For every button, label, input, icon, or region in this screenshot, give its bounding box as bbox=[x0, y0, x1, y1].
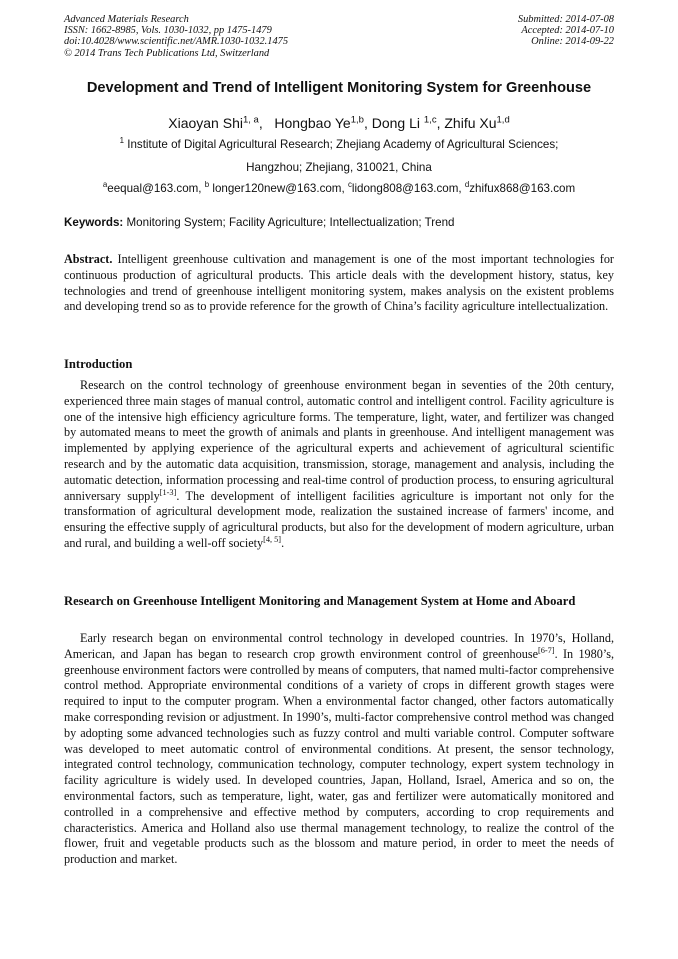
email-sup: d bbox=[464, 180, 470, 190]
email-link: lidong808@163.com, bbox=[351, 182, 462, 195]
journal-doi: doi:10.4028/www.scientific.net/AMR.1030-1032.1475 bbox=[64, 36, 289, 48]
section-heading-research: Research on Greenhouse Intelligent Monitoring and Management System at Home and Aboard bbox=[64, 594, 576, 608]
email-sup: c bbox=[347, 180, 352, 190]
author-name: Hongbao Ye bbox=[274, 115, 351, 131]
research-text-1: Early research began on environmental control technology in developed countries. In 1970’s, Holland, American, and Japan has began to research crop growth environment control of greenhouse bbox=[64, 631, 614, 661]
section-heading-introduction: Introduction bbox=[64, 357, 133, 371]
research-text-2: . In 1980’s, greenhouse environment factors were controlled by means of computers, that named multi-factor comprehensive control method. Appropriate environmental conditions of a variety of crops in different growth stages were required to input to the computer program. When a environmental factor changed, other factors automatically make corresponding revision or adjustment. In 1990’s, multi-factor comprehensive control method was changed by adopting some advanced technologies such as fuzzy control and multi variable control. Computer software was developed to meet automatic control of environmental conditions. At present, the sensor technology, integrated control technology, communication technology, computer technology, expert system technology in facility agriculture is widely used. In developed countries, Japan, Holland, Israel, America and so on, the environmental factors, such as temperature, light, water, gas and fertilizer were automatically monitored and controlled in a comprehensive and effective method by computers, according to crop requirements and characteristics. America and Holland also use thermal management technology, to realize the control of the flower, fruit and vegetable products such as the blossom and mature period, in order to meet the needs of production and market. bbox=[64, 646, 615, 867]
author-name: Xiaoyan Shi bbox=[168, 115, 243, 131]
paper-title: Development and Trend of Intelligent Monitoring System for Greenhouse bbox=[86, 80, 592, 96]
email-sup: b bbox=[204, 180, 210, 190]
citation-ref: [6-7] bbox=[538, 645, 555, 655]
abstract-text: Intelligent greenhouse cultivation and management is one of the most important technologies for continuous production of agricultural products. This article deals with the development history, status, key technologies and trend of greenhouse intelligent monitoring system, makes analysis on the existent problems and developing trend so as to provide reference for the growth of China’s facility agriculture intellectualization. bbox=[64, 252, 614, 314]
intro-text-3: . bbox=[281, 535, 285, 550]
affiliation-line-2: Hangzhou; Zhejiang, 310021, China bbox=[246, 161, 432, 174]
submitted-date: Submitted: 2014-07-08 bbox=[517, 14, 614, 25]
abstract-label: Abstract. bbox=[64, 252, 113, 266]
email-sup: a bbox=[102, 180, 108, 190]
affiliation-line-1 bbox=[40, 138, 638, 151]
journal-header bbox=[64, 14, 288, 59]
intro-text-2: . The development of intelligent facilities agriculture is important not only for the transformation of agricultural development mode, realization the sustained increase of farmers' income, and ensuring the effective supply of agricultural products, but also for the development of modern agriculture, urban and rural, and building a well-off society bbox=[64, 488, 614, 550]
journal-copyright: © 2014 Trans Tech Publications Ltd, Switzerland bbox=[64, 47, 270, 59]
email-link: zhifux868@163.com bbox=[469, 182, 576, 195]
submission-dates bbox=[518, 14, 614, 48]
journal-issn: ISSN: 1662-8985, Vols. 1030-1032, pp 1475-1479 bbox=[64, 25, 272, 37]
journal-name: Advanced Materials Research bbox=[64, 14, 189, 25]
author-list: Xiaoyan Shi$^{1, a}$, Hongbao Ye$^{1,b}$, Dong Li $^{1,c}$, Zhifu Xu$^{1,d}$ bbox=[168, 114, 510, 131]
online-date: Online: 2014-09-22 bbox=[531, 36, 614, 48]
citation-ref: [4, 5] bbox=[263, 534, 282, 544]
author-name: Zhifu Xu bbox=[444, 115, 497, 131]
abstract bbox=[64, 252, 614, 315]
author-affiliation-sup: 1,c bbox=[423, 114, 437, 126]
keywords bbox=[64, 216, 614, 229]
author-affiliation-sup: 1,b bbox=[350, 114, 364, 126]
author-affiliation-sup: 1, a bbox=[242, 114, 259, 126]
email-link: longer120new@163.com, bbox=[212, 182, 345, 195]
email-list bbox=[40, 182, 638, 195]
citation-ref: [1-3] bbox=[159, 487, 177, 497]
introduction-paragraph bbox=[64, 378, 614, 552]
intro-text-1: Research on the control technology of greenhouse environment began in seventies of the 20th century, experienced three main stages of manual control, automatic control and intelligent control. Facility agriculture is one of the intensive high efficiency agriculture forms. The temperature, light, water, and fertilizer was changed by automated means to meet the growth of animals and plants in greenhouse. And intelligent management was implemented by applying experience of the agricultural experts and achievement of agricultural scientific research and by the automatic data acquisition, transmission, storage, management and analysis, including the automatic detection, information processing and real-time control of production process, to ensuring agricultural anniversary supply bbox=[64, 378, 614, 503]
affiliation-sup: 1 bbox=[119, 136, 125, 146]
author-affiliation-sup: 1,d bbox=[496, 114, 510, 126]
keywords-label: Keywords: bbox=[64, 216, 124, 229]
affiliation-text: Institute of Digital Agricultural Research; Zhejiang Academy of Agricultural Sciences; bbox=[127, 138, 559, 151]
accepted-date: Accepted: 2014-07-10 bbox=[521, 25, 614, 37]
email-link: eequal@163.com, bbox=[107, 182, 202, 195]
author-name: Dong Li bbox=[371, 115, 420, 131]
keywords-text: Monitoring System; Facility Agriculture; Intellectualization; Trend bbox=[126, 216, 455, 229]
research-paragraph bbox=[64, 631, 614, 868]
